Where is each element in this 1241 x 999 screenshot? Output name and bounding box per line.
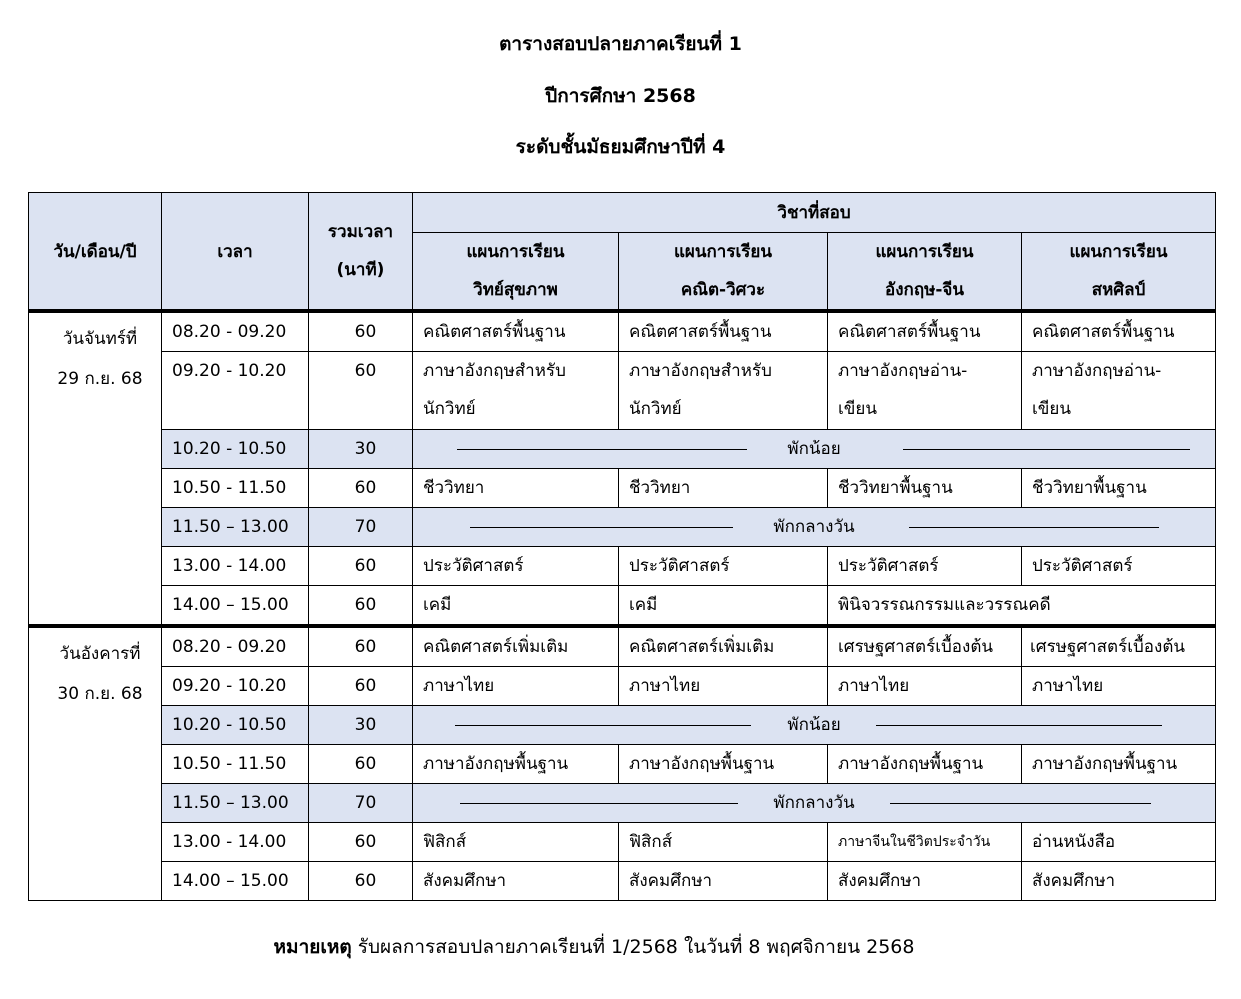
subject-cell: ภาษาอังกฤษพื้นฐาน <box>619 745 828 784</box>
time-cell: 09.20 - 10.20 <box>162 352 309 430</box>
subject-cell: ฟิสิกส์ <box>413 823 619 862</box>
break-cell <box>413 508 1216 547</box>
time-cell: 10.20 - 10.50 <box>162 706 309 745</box>
break-label: พักน้อย <box>787 715 841 735</box>
time-cell: 13.00 - 14.00 <box>162 547 309 586</box>
divider-line <box>909 527 1159 528</box>
header-time: เวลา <box>162 193 309 312</box>
subject-cell: สังคมศึกษา <box>619 862 828 901</box>
subject-cell: คณิตศาสตร์เพิ่มเติม <box>619 626 828 667</box>
exam-schedule-table <box>28 192 1216 901</box>
time-cell: 11.50 – 13.00 <box>162 784 309 823</box>
note-text: รับผลการสอบปลายภาคเรียนที่ 1/2568 ในวันที่ 8 พฤศจิกายน 2568 <box>351 936 915 958</box>
minutes-cell: 60 <box>309 469 413 508</box>
header-date: วัน/เดือน/ปี <box>29 193 162 312</box>
subject-cell: ภาษาอังกฤษพื้นฐาน <box>413 745 619 784</box>
table-row <box>29 862 1216 901</box>
subject-cell: เศรษฐศาสตร์เบื้องต้น <box>828 626 1022 667</box>
minutes-cell: 60 <box>309 311 413 352</box>
minutes-cell: 30 <box>309 706 413 745</box>
note-label: หมายเหตุ <box>273 936 352 958</box>
subject-cell: ภาษาอังกฤษอ่าน- เขียน <box>828 352 1022 430</box>
subject-cell: ภาษาอังกฤษอ่าน- เขียน <box>1022 352 1216 430</box>
divider-line <box>470 527 733 528</box>
table-row <box>29 586 1216 627</box>
header-plan-math-engineering: แผนการเรียน คณิต-วิศวะ <box>619 233 828 312</box>
table-row <box>29 667 1216 706</box>
table-row <box>29 547 1216 586</box>
subject-cell: ภาษาอังกฤษสำหรับ นักวิทย์ <box>619 352 828 430</box>
time-cell: 08.20 - 09.20 <box>162 626 309 667</box>
minutes-cell: 60 <box>309 862 413 901</box>
subject-cell: สังคมศึกษา <box>1022 862 1216 901</box>
time-cell: 09.20 - 10.20 <box>162 667 309 706</box>
minutes-cell: 60 <box>309 626 413 667</box>
subject-cell: คณิตศาสตร์พื้นฐาน <box>619 311 828 352</box>
minutes-cell: 60 <box>309 745 413 784</box>
break-cell <box>413 706 1216 745</box>
subject-cell: ภาษาอังกฤษสำหรับ นักวิทย์ <box>413 352 619 430</box>
footnote <box>0 935 1188 959</box>
minutes-cell: 60 <box>309 547 413 586</box>
subject-cell: ประวัติศาสตร์ <box>413 547 619 586</box>
subject-cell: สังคมศึกษา <box>413 862 619 901</box>
minutes-cell: 60 <box>309 586 413 627</box>
subject-cell: คณิตศาสตร์พื้นฐาน <box>828 311 1022 352</box>
table-row-break <box>29 706 1216 745</box>
table-row <box>29 469 1216 508</box>
subject-cell: ภาษาไทย <box>828 667 1022 706</box>
subject-cell: พินิจวรรณกรรมและวรรณคดี <box>828 586 1216 627</box>
subject-cell: ชีววิทยาพื้นฐาน <box>828 469 1022 508</box>
time-cell: 11.50 – 13.00 <box>162 508 309 547</box>
subject-cell: คณิตศาสตร์พื้นฐาน <box>1022 311 1216 352</box>
time-cell: 14.00 – 15.00 <box>162 586 309 627</box>
time-cell: 13.00 - 14.00 <box>162 823 309 862</box>
table-row <box>29 311 1216 352</box>
subject-cell: คณิตศาสตร์เพิ่มเติม <box>413 626 619 667</box>
header-plan-health-science: แผนการเรียน วิทย์สุขภาพ <box>413 233 619 312</box>
minutes-cell: 60 <box>309 667 413 706</box>
header-plan-arts: แผนการเรียน สหศิลป์ <box>1022 233 1216 312</box>
table-row-break <box>29 784 1216 823</box>
subject-cell: เคมี <box>413 586 619 627</box>
time-cell: 10.20 - 10.50 <box>162 430 309 469</box>
table-row-break <box>29 508 1216 547</box>
divider-line <box>455 725 751 726</box>
subject-cell: อ่านหนังสือ <box>1022 823 1216 862</box>
subject-cell: ภาษาจีนในชีวิตประจำวัน <box>828 823 1022 862</box>
subject-cell: ชีววิทยา <box>413 469 619 508</box>
divider-line <box>876 725 1162 726</box>
minutes-cell: 30 <box>309 430 413 469</box>
minutes-cell: 70 <box>309 508 413 547</box>
header-plan-english-chinese: แผนการเรียน อังกฤษ-จีน <box>828 233 1022 312</box>
header-subjects: วิชาที่สอบ <box>413 193 1216 233</box>
day2-date: วันอังคารที่ 30 ก.ย. 68 <box>29 626 162 901</box>
break-cell <box>413 430 1216 469</box>
subject-cell: ชีววิทยาพื้นฐาน <box>1022 469 1216 508</box>
subject-cell: ภาษาไทย <box>619 667 828 706</box>
academic-year: ปีการศึกษา 2568 <box>545 85 696 107</box>
minutes-cell: 60 <box>309 352 413 430</box>
time-cell: 14.00 – 15.00 <box>162 862 309 901</box>
subject-cell: ภาษาไทย <box>1022 667 1216 706</box>
table-row <box>29 823 1216 862</box>
table-row <box>29 352 1216 430</box>
subject-cell: คณิตศาสตร์พื้นฐาน <box>413 311 619 352</box>
break-label: พักกลางวัน <box>773 793 855 813</box>
break-label: พักกลางวัน <box>773 517 855 537</box>
subject-cell: ประวัติศาสตร์ <box>619 547 828 586</box>
subject-cell: ภาษาอังกฤษพื้นฐาน <box>828 745 1022 784</box>
day1-date: วันจันทร์ที่ 29 ก.ย. 68 <box>29 311 162 626</box>
divider-line <box>903 449 1190 450</box>
subject-cell: สังคมศึกษา <box>828 862 1022 901</box>
divider-line <box>890 803 1151 804</box>
break-label: พักน้อย <box>787 439 841 459</box>
time-cell: 10.50 - 11.50 <box>162 745 309 784</box>
subject-cell: ชีววิทยา <box>619 469 828 508</box>
divider-line <box>457 449 747 450</box>
table-row-break <box>29 430 1216 469</box>
table-row <box>29 626 1216 667</box>
document-title: ตารางสอบปลายภาคเรียนที่ 1 <box>499 33 742 55</box>
subject-cell: ฟิสิกส์ <box>619 823 828 862</box>
table-row <box>29 745 1216 784</box>
subject-cell: เคมี <box>619 586 828 627</box>
grade-level: ระดับชั้นมัธยมศึกษาปีที่ 4 <box>515 136 726 158</box>
minutes-cell: 60 <box>309 823 413 862</box>
header-duration: รวมเวลา (นาที) <box>309 193 413 312</box>
subject-cell: ประวัติศาสตร์ <box>828 547 1022 586</box>
time-cell: 10.50 - 11.50 <box>162 469 309 508</box>
subject-cell: เศรษฐศาสตร์เบื้องต้น <box>1022 626 1216 667</box>
minutes-cell: 70 <box>309 784 413 823</box>
subject-cell: ประวัติศาสตร์ <box>1022 547 1216 586</box>
subject-cell: ภาษาไทย <box>413 667 619 706</box>
break-cell <box>413 784 1216 823</box>
time-cell: 08.20 - 09.20 <box>162 311 309 352</box>
divider-line <box>460 803 738 804</box>
subject-cell: ภาษาอังกฤษพื้นฐาน <box>1022 745 1216 784</box>
